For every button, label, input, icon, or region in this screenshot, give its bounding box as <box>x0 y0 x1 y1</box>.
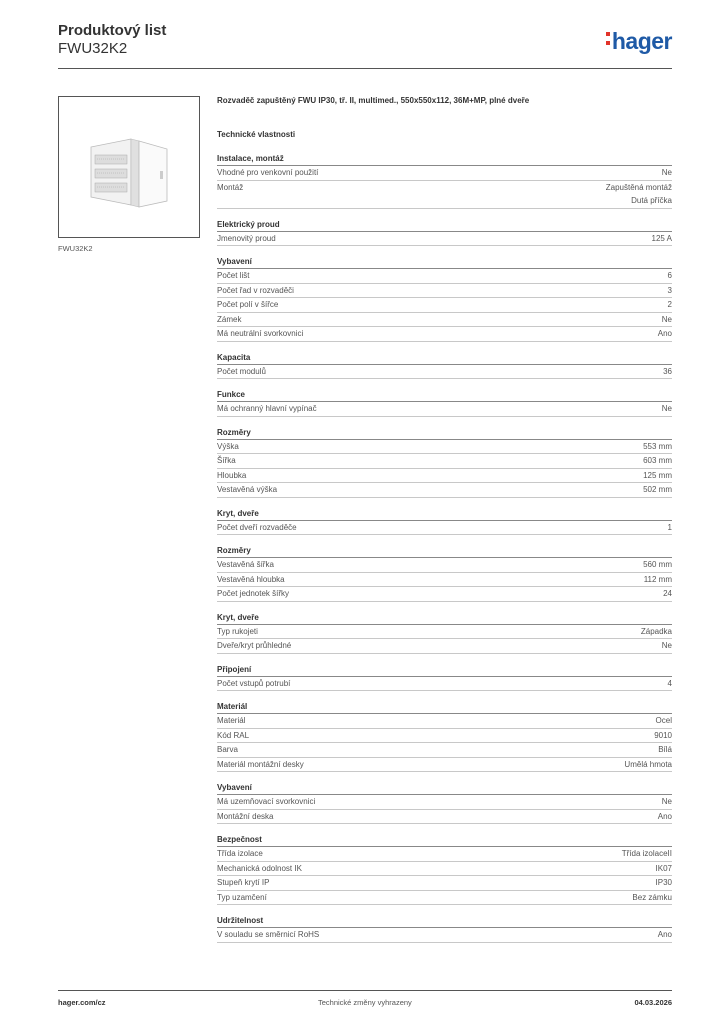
tech-properties-title: Technické vlastnosti <box>217 130 296 139</box>
spec-value <box>606 181 672 208</box>
spec-value-line: Třída izolaceII <box>621 849 672 858</box>
spec-label: Barva <box>217 745 238 754</box>
spec-value-line: 125 A <box>651 233 672 243</box>
spec-row <box>217 862 672 877</box>
spec-label: Třída izolace <box>217 849 263 858</box>
spec-value-line: Umělá hmota <box>624 759 672 769</box>
spec-section <box>217 702 672 772</box>
footer-disclaimer: Technické změny vyhrazeny <box>318 998 412 1007</box>
spec-value-line: Západka <box>640 626 672 636</box>
spec-label: Vestavěná výška <box>217 485 278 494</box>
spec-value-line: 36 <box>663 366 672 376</box>
spec-value <box>658 810 672 824</box>
spec-value <box>668 284 672 298</box>
spec-value <box>658 327 672 341</box>
spec-label: Počet polí v šířce <box>217 300 279 309</box>
spec-row <box>217 573 672 588</box>
spec-row <box>217 729 672 744</box>
spec-row <box>217 469 672 484</box>
spec-row <box>217 876 672 891</box>
spec-label: Má ochranný hlavní vypínač <box>217 404 317 413</box>
spec-value-line: 1 <box>667 522 672 532</box>
spec-section <box>217 154 672 209</box>
spec-section <box>217 220 672 247</box>
spec-row <box>217 639 672 654</box>
spec-value-line: 9010 <box>654 730 672 740</box>
spec-row <box>217 587 672 602</box>
spec-row <box>217 365 672 380</box>
section-title: Bezpečnost <box>217 835 672 847</box>
spec-label: Šířka <box>217 456 236 465</box>
spec-section <box>217 353 672 380</box>
spec-value <box>656 714 672 728</box>
spec-value <box>644 573 672 587</box>
spec-label: Materiál montážní desky <box>217 759 304 769</box>
image-caption: FWU32K2 <box>58 244 93 253</box>
spec-row <box>217 313 672 328</box>
spec-label: Počet jednotek šířky <box>217 589 290 598</box>
spec-row <box>217 891 672 906</box>
spec-value-line: Ne <box>661 797 672 806</box>
spec-row <box>217 847 672 862</box>
logo-text: hager <box>611 28 672 54</box>
spec-row <box>217 758 672 773</box>
spec-value <box>654 729 672 743</box>
spec-row <box>217 232 672 247</box>
product-code: FWU32K2 <box>58 40 128 57</box>
spec-label: V souladu se směrnicí RoHS <box>217 930 320 939</box>
spec-value <box>662 639 672 653</box>
spec-row <box>217 677 672 692</box>
spec-value <box>668 269 672 283</box>
spec-value-line: 2 <box>667 300 672 309</box>
section-title: Instalace, montáž <box>217 154 672 166</box>
spec-row <box>217 269 672 284</box>
spec-label: Má uzemňovací svorkovnici <box>217 797 316 806</box>
spec-value-line: Bílá <box>658 745 672 754</box>
spec-value <box>668 677 672 691</box>
section-gap <box>217 602 672 613</box>
spec-value <box>622 847 672 861</box>
spec-section <box>217 428 672 498</box>
spec-label: Počet modulů <box>217 366 266 376</box>
spec-label: Kód RAL <box>217 730 250 740</box>
spec-value-line: 125 mm <box>643 470 672 480</box>
footer-website-link[interactable]: hager.com/cz <box>58 998 106 1007</box>
spec-value-line: 553 mm <box>643 441 672 451</box>
section-title: Funkce <box>217 390 672 402</box>
section-gap <box>217 535 672 546</box>
spec-value-line: Zapuštěná montáž <box>605 182 672 192</box>
spec-value <box>658 928 672 942</box>
section-gap <box>217 417 672 428</box>
spec-label: Vestavěná šířka <box>217 560 274 569</box>
section-title: Udržitelnost <box>217 916 672 928</box>
section-gap <box>217 379 672 390</box>
spec-value <box>643 483 672 497</box>
section-gap <box>217 772 672 783</box>
spec-value-line: Ne <box>661 404 672 413</box>
spec-value-line: IK07 <box>655 863 672 873</box>
spec-value-line: 560 mm <box>643 560 672 569</box>
spec-value-line: 502 mm <box>643 485 672 494</box>
spec-row <box>217 483 672 498</box>
section-title: Rozměry <box>217 546 672 558</box>
spec-section <box>217 257 672 342</box>
section-gap <box>217 654 672 665</box>
section-title: Kryt, dveře <box>217 613 672 625</box>
spec-row <box>217 440 672 455</box>
section-gap <box>217 824 672 835</box>
section-gap <box>217 209 672 220</box>
spec-value <box>643 469 672 483</box>
spec-label: Typ uzamčení <box>217 892 267 902</box>
spec-value-line: Ano <box>657 329 672 338</box>
spec-label: Výška <box>217 441 239 451</box>
spec-sections <box>217 154 672 943</box>
spec-label: Počet dveří rozvaděče <box>217 522 297 532</box>
spec-value-line: IP30 <box>655 878 672 887</box>
section-gap <box>217 691 672 702</box>
spec-label: Montáž <box>217 182 244 192</box>
spec-content <box>217 96 672 943</box>
spec-label: Dveře/kryt průhledné <box>217 641 292 650</box>
page-title: Produktový list <box>58 22 167 39</box>
spec-value-line: Ocel <box>655 716 672 725</box>
spec-label: Jmenovitý proud <box>217 233 276 243</box>
section-gap <box>217 342 672 353</box>
spec-section <box>217 916 672 943</box>
spec-label: Vhodné pro venkovní použití <box>217 168 319 177</box>
spec-row <box>217 521 672 536</box>
spec-value-line: 4 <box>667 678 672 688</box>
spec-value <box>632 891 672 905</box>
spec-row <box>217 298 672 313</box>
section-title: Materiál <box>217 702 672 714</box>
spec-row <box>217 714 672 729</box>
product-description: Rozvaděč zapuštěný FWU IP30, tř. II, multimed., 550x550x112, 36M+MP, plné dveře <box>217 96 530 105</box>
spec-value <box>656 876 672 890</box>
spec-row <box>217 181 672 209</box>
spec-value-line: Ano <box>657 811 672 821</box>
spec-row <box>217 454 672 469</box>
spec-value <box>662 402 672 416</box>
spec-value <box>658 743 672 757</box>
spec-row <box>217 928 672 943</box>
spec-value <box>652 232 672 246</box>
spec-label: Hloubka <box>217 470 247 480</box>
spec-value <box>624 758 672 772</box>
spec-row <box>217 810 672 825</box>
spec-value-line: 112 mm <box>643 574 672 584</box>
section-title: Vybavení <box>217 257 672 269</box>
spec-value-line: Ne <box>661 641 672 650</box>
spec-label: Počet řad v rozvaděči <box>217 285 294 295</box>
spec-row <box>217 327 672 342</box>
spec-label: Počet lišt <box>217 271 250 280</box>
spec-value <box>643 454 672 468</box>
spec-label: Počet vstupů potrubí <box>217 678 291 688</box>
spec-section <box>217 835 672 905</box>
spec-section <box>217 613 672 654</box>
spec-value <box>662 313 672 327</box>
spec-row <box>217 795 672 810</box>
spec-value-line: Ano <box>657 930 672 939</box>
spec-value-line: Dutá příčka <box>631 196 672 205</box>
page-footer <box>58 990 672 1011</box>
spec-value-line: Ne <box>661 168 672 177</box>
section-title: Rozměry <box>217 428 672 440</box>
spec-row <box>217 166 672 181</box>
section-title: Připojení <box>217 665 672 677</box>
spec-row <box>217 625 672 640</box>
spec-label: Montážní deska <box>217 811 274 821</box>
logo-dots-icon <box>606 32 611 50</box>
spec-value <box>662 166 672 180</box>
section-gap <box>217 246 672 257</box>
spec-value <box>643 440 672 454</box>
section-gap <box>217 498 672 509</box>
spec-value <box>656 862 672 876</box>
spec-section <box>217 783 672 824</box>
spec-section <box>217 390 672 417</box>
spec-value <box>668 298 672 312</box>
spec-row <box>217 402 672 417</box>
spec-value <box>641 625 672 639</box>
spec-row <box>217 284 672 299</box>
spec-value <box>668 521 672 535</box>
spec-section <box>217 509 672 536</box>
section-title: Vybavení <box>217 783 672 795</box>
spec-label: Má neutrální svorkovnici <box>217 329 304 338</box>
spec-label: Materiál <box>217 716 246 725</box>
spec-row <box>217 558 672 573</box>
footer-date: 04.03.2026 <box>634 998 672 1007</box>
spec-value-line: 6 <box>667 271 672 280</box>
section-title: Kapacita <box>217 353 672 365</box>
section-gap <box>217 905 672 916</box>
spec-row <box>217 743 672 758</box>
spec-value <box>663 365 672 379</box>
page-header <box>58 22 672 69</box>
spec-section <box>217 546 672 602</box>
spec-label: Zámek <box>217 314 242 324</box>
spec-label: Mechanická odolnost IK <box>217 863 302 873</box>
spec-value-line: Ne <box>661 314 672 324</box>
product-image-frame <box>58 96 200 238</box>
spec-value <box>643 558 672 572</box>
hager-logo[interactable] <box>606 28 672 55</box>
section-title: Kryt, dveře <box>217 509 672 521</box>
spec-value-line: Bez zámku <box>632 892 672 902</box>
spec-label: Vestavěná hloubka <box>217 574 285 584</box>
spec-value <box>663 587 672 601</box>
spec-value <box>662 795 672 809</box>
spec-value-line: 3 <box>667 285 672 295</box>
section-title: Elektrický proud <box>217 220 672 232</box>
spec-label: Stupeň krytí IP <box>217 878 270 887</box>
spec-label: Typ rukojeti <box>217 626 258 636</box>
spec-value-line: 24 <box>663 589 672 598</box>
spec-value-line: 603 mm <box>643 456 672 465</box>
product-image <box>59 97 199 237</box>
spec-section <box>217 665 672 692</box>
